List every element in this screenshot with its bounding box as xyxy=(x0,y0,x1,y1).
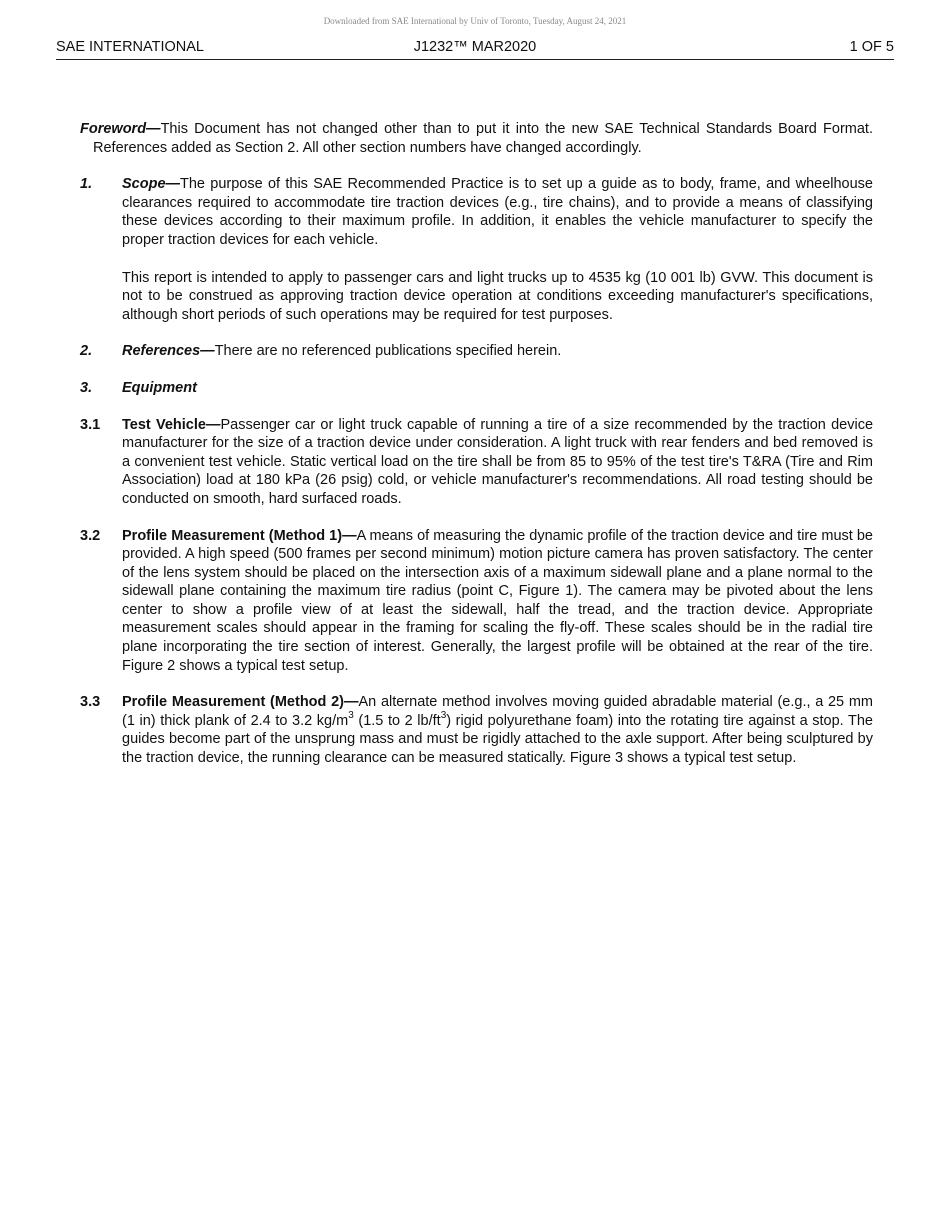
download-watermark: Downloaded from SAE International by Univ of Toronto, Tuesday, August 24, 2021 xyxy=(323,16,627,26)
test-vehicle-heading: Test Vehicle— xyxy=(122,416,221,433)
section-3-1 xyxy=(80,416,873,509)
method-1-text: A means of measuring the dynamic profile of the traction device and tire must be provided. A high speed (500 frames per second minimum) motion picture camera has proven satisfactory. The center of the lens system should be placed on the intersection axis of a maximum sidewall plane and a plane normal to the sidewall plane containing the maximum tire radius (point C, Figure 1). The camera may be pivoted about the lens center to show a profile view of at least the sidewall, half the tread, and the traction device. Appropriate measurement scales should appear in the framing for scaling the fly-off. These scales should be in the radial tire plane incorporating the tire section of interest. Generally, the largest profile will be obtained at the rear of the tire. Figure 2 shows a typical test setup. xyxy=(122,527,873,674)
page-number: 1 OF 5 xyxy=(849,39,894,55)
references-paragraph xyxy=(122,342,873,361)
method-2-heading: Profile Measurement (Method 2)— xyxy=(122,694,359,711)
document-id: J1232™ MAR2020 xyxy=(413,39,537,55)
scope-heading: Scope— xyxy=(122,176,181,193)
foreword-heading: Foreword— xyxy=(80,121,161,137)
scope-paragraph xyxy=(122,175,873,249)
section-number: 3. xyxy=(80,379,93,396)
section-scope xyxy=(80,175,873,324)
scope-text: The purpose of this SAE Recommended Practice is to set up a guide as to body, frame, and wheelhouse clearances required to accommodate tire traction devices (e.g., tire chains), and to provide a means of classifying these devices according to their maximum profile. In addition, it enables the vehicle manufacturer to specify the proper traction devices for each vehicle. xyxy=(122,176,873,248)
document-body xyxy=(80,120,873,768)
method-1-paragraph xyxy=(122,527,873,676)
foreword-paragraph xyxy=(80,120,873,157)
test-vehicle-paragraph xyxy=(122,416,873,509)
page-header xyxy=(56,39,894,60)
test-vehicle-text: Passenger car or light truck capable of running a tire of a size recommended by the traction device manufacturer for the size of a traction device under consideration. A light truck with rear fenders and bed removed is a convenient test vehicle. Static vertical load on the tire shall be from 85 to 95% of the test tire's T&RA (Tire and Rim Association) load at 180 kPa (26 psig) cold, or vehicle manufacturer's recommendations. All road testing should be conducted on smooth, hard surfaced roads. xyxy=(122,416,874,507)
method-2-paragraph xyxy=(122,693,873,767)
superscript: 3 xyxy=(348,710,354,722)
method-2-text-b: (1.5 to 2 lb/ft xyxy=(353,712,441,729)
method-2-text-c: ) rigid polyurethane foam) into the rotating tire against a stop. The guides become part of the unsprung mass and must be rigidly attached to the axle support. After being sculptured by the traction device, the running clearance can be measured statically. Figure 3 shows a typical test setup. xyxy=(122,712,873,767)
method-2-text-a: An alternate method involves moving guided abradable material (e.g., a 25 mm (1 in) thick plank of 2.4 to 3.2 kg/m xyxy=(122,694,873,729)
scope-paragraph-2: This report is intended to apply to passenger cars and light trucks up to 4535 kg (10 001 lb) GVW. This document is not to be construed as approving traction device operation at conditions exceeding manufacturer's specifications, although short periods of such operations may be required for test purposes. xyxy=(122,269,873,323)
section-3-3 xyxy=(80,693,873,767)
superscript: 3 xyxy=(440,710,447,722)
references-heading: References— xyxy=(122,343,215,360)
section-references xyxy=(80,342,873,361)
section-number: 3.1 xyxy=(80,416,101,433)
equipment-heading-line xyxy=(122,379,873,398)
section-equipment xyxy=(80,379,873,398)
equipment-heading: Equipment xyxy=(122,379,197,396)
section-number: 1. xyxy=(80,176,93,193)
method-1-heading: Profile Measurement (Method 1)— xyxy=(122,527,357,544)
foreword-text: This Document has not changed other than to put it into the new SAE Technical Standards Board Format. References added as Section 2. All other section numbers have changed accordingly. xyxy=(93,121,873,156)
section-3-2 xyxy=(80,527,873,676)
section-number: 2. xyxy=(80,343,93,360)
section-number: 3.2 xyxy=(80,527,101,544)
section-number: 3.3 xyxy=(80,694,101,711)
references-text: There are no referenced publications specified herein. xyxy=(214,343,562,360)
publisher-name: SAE INTERNATIONAL xyxy=(56,39,204,55)
